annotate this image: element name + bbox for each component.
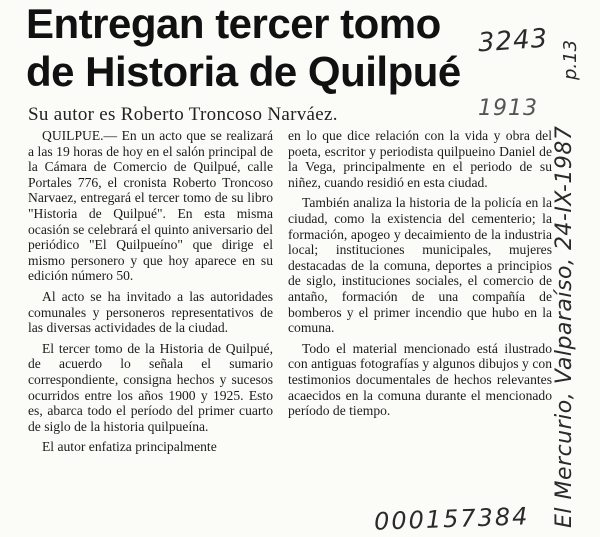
paragraph: Al acto se ha invitado a las autoridades comunales y personeros representativos de las diversas actividades de la ciudad. — [28, 288, 273, 336]
paragraph: El tercer tomo de la Historia de Quilpué, de acuerdo lo señala el sumario correspondiente, consigna hechos y sucesos ocurridos entre los años 1900 y 1925. Esto es, abarca todo el período del primer cuarto de siglo de la historia quilpueína. — [28, 340, 273, 434]
handwritten-page: p.13 — [560, 39, 581, 80]
article-column-2 — [288, 128, 552, 424]
article-subhead: Su autor es Roberto Troncoso Narváez. — [28, 104, 338, 125]
article-column-1 — [28, 128, 273, 460]
paragraph: También analiza la historia de la policía en la ciudad, como la existencia del cementerio; la formación, apogeo y decaimiento de la industria local; instituciones municipales, mujeres destacadas de la comuna, deportes a principios de siglo, instituciones sociales, el comercio de antaño, formación de una compañía de bomberos y el primer incendio que hubo en la comuna. — [288, 195, 552, 336]
paragraph: QUILPUE.— En un acto que se realizará a las 19 horas de hoy en el salón principal de la Cámara de Comercio de Quilpué, calle Portales 776, el cronista Roberto Troncoso Narvaez, entregará el tercer tomo de su libro "Historia de Quilpué". En esta misma ocasión se celebrará el quinto aniversario del periódico "El Quilpueíno" que dirige el mismo personero y que hoy aparece en su edición número 50. — [28, 128, 273, 284]
article-headline: Entregan tercer tomo de Historia de Quilpué — [26, 0, 461, 95]
handwritten-code: 3243 — [477, 23, 550, 59]
paragraph: El autor enfatiza principalmente — [42, 439, 217, 455]
handwritten-source-date: El Mercurio, Valparaíso, 24-IX-1987 — [552, 125, 577, 528]
paragraph: en lo que dice relación con la vida y obra del poeta, escritor y periodista quilpueino Daniel de la Vega, principalmente en el periodo de su niñez, cuando residió en esta ciudad. — [288, 128, 552, 190]
archive-stamp-number: 000157384 — [373, 502, 530, 536]
handwritten-year: 1913 — [478, 96, 538, 121]
paragraph: Todo el material mencionado está ilustrado con antiguas fotografías y algunos dibujos y con testimonios documentales de hechos relevantes acaecidos en la comuna durante el mencionado período de tiempo. — [288, 340, 552, 419]
